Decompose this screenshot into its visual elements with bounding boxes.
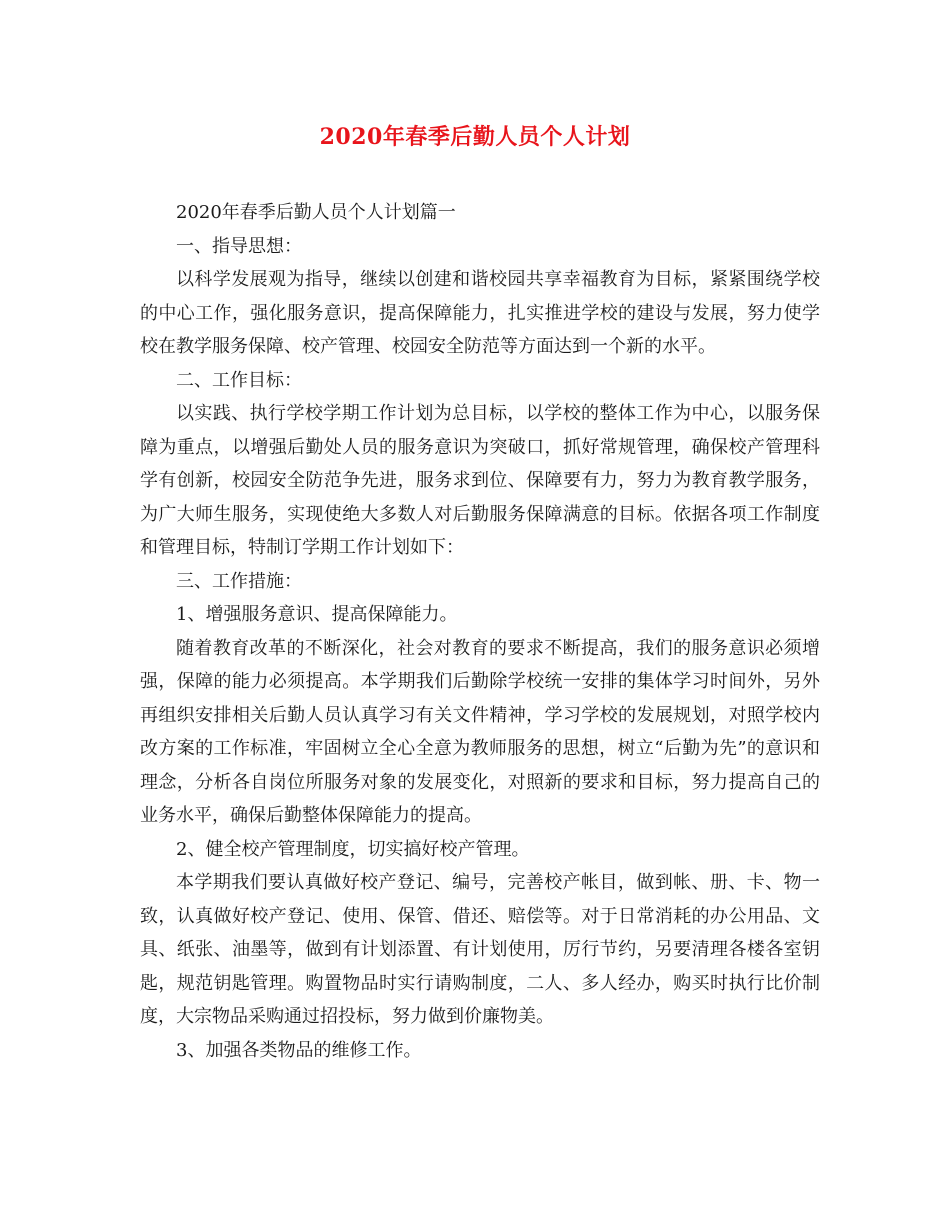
subheading: 2、健全校产管理制度，切实搞好校产管理。 <box>176 838 530 860</box>
document-title: 2020年春季后勤人员个人计划 <box>319 124 631 150</box>
paragraph: 随着教育改革的不断深化，社会对教育的要求不断提高，我们的服务意识必须增强，保障的能力必须提高。本学期我们后勤除学校统一安排的集体学习时间外，另外再组织安排相关后勤人员认真学习有关文件精神，学习学校的发展规划，对照学校内改方案的工作标准，牢固树立全心全意为教师服务的思想，树立“后勤为先”的意识和理念，分析各自岗位所服务对象的发展变化，对照新的要求和目标，努力提高自己的业务水平，确保后勤整体保障能力的提高。 <box>140 637 820 826</box>
document-body <box>140 196 820 1067</box>
paragraph: 本学期我们要认真做好校产登记、编号，完善校产帐目，做到帐、册、卡、物一致，认真做好校产登记、使用、保管、借还、赔偿等。对于日常消耗的办公用品、文具、纸张、油墨等，做到有计划添置、有计划使用，厉行节约，另要清理各楼各室钥匙，规范钥匙管理。购置物品时实行请购制度，二人、多人经办，购买时执行比价制度，大宗物品采购通过招投标，努力做到价廉物美。 <box>140 872 820 1027</box>
section-heading: 二、工作目标： <box>176 369 302 391</box>
paragraph: 以实践、执行学校学期工作计划为总目标，以学校的整体工作为中心，以服务保障为重点，以增强后勤处人员的服务意识为突破口，抓好常规管理，确保校产管理科学有创新，校园安全防范争先进，服务求到位、保障要有力，努力为教育教学服务，为广大师生服务，实现使绝大多数人对后勤服务保障满意的目标。依据各项工作制度和管理目标，特制订学期工作计划如下： <box>140 403 820 558</box>
section-heading: 一、指导思想： <box>176 235 302 257</box>
section-heading: 2020年春季后勤人员个人计划篇一 <box>176 202 456 223</box>
paragraph: 以科学发展观为指导，继续以创建和谐校园共享幸福教育为目标，紧紧围绕学校的中心工作，强化服务意识，提高保障能力，扎实推进学校的建设与发展，努力使学校在教学服务保障、校产管理、校园安全防范等方面达到一个新的水平。 <box>140 269 820 357</box>
subheading: 1、增强服务意识、提高保障能力。 <box>176 604 458 625</box>
subheading: 3、加强各类物品的维修工作。 <box>176 1039 422 1061</box>
section-heading: 三、工作措施： <box>176 570 302 592</box>
